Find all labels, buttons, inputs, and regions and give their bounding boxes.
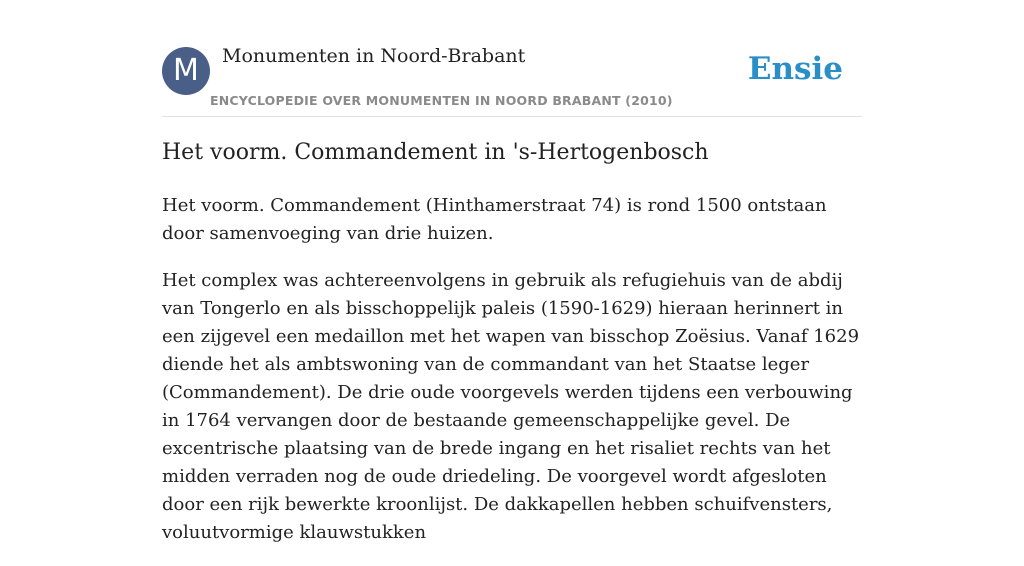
article-title: Het voorm. Commandement in 's-Hertogenbosch <box>162 140 709 165</box>
avatar[interactable]: M <box>162 47 210 95</box>
paragraph: Het voorm. Commandement (Hinthamerstraat 74) is rond 1500 ontstaan door samenvoeging van drie huizen. <box>162 195 827 244</box>
paragraph: Het complex was achtereenvolgens in gebruik als refugiehuis van de abdij van Tongerlo en als bisschoppelijk paleis (1590-1629) hieraan herinnert in een zijgevel een medaillon met het wapen van bisschop Zoësius. Vanaf 1629 diende het als ambtswoning van de commandant van het Staatse leger (Commandement). De drie oude voorgevels werden tijdens een verbouwing in 1764 vervangen door de bestaande gemeenschappelijke gevel. De excentrische plaatsing van de brede ingang en het risaliet rechts van het midden verraden nog de oude driedeling. De voorgevel wordt afgesloten door een rijk bewerkte kroonlijst. De dakkapellen hebben schuifvensters, voluutvormige klauwstukken <box>162 270 860 543</box>
article-body <box>162 192 862 566</box>
header <box>162 0 862 117</box>
site-subtitle: ENCYCLOPEDIE OVER MONUMENTEN IN NOORD BRABANT (2010) <box>210 93 673 108</box>
page-container <box>162 0 862 543</box>
site-title[interactable]: Monumenten in Noord-Brabant <box>222 45 526 67</box>
brand-logo[interactable]: Ensie <box>747 51 843 87</box>
